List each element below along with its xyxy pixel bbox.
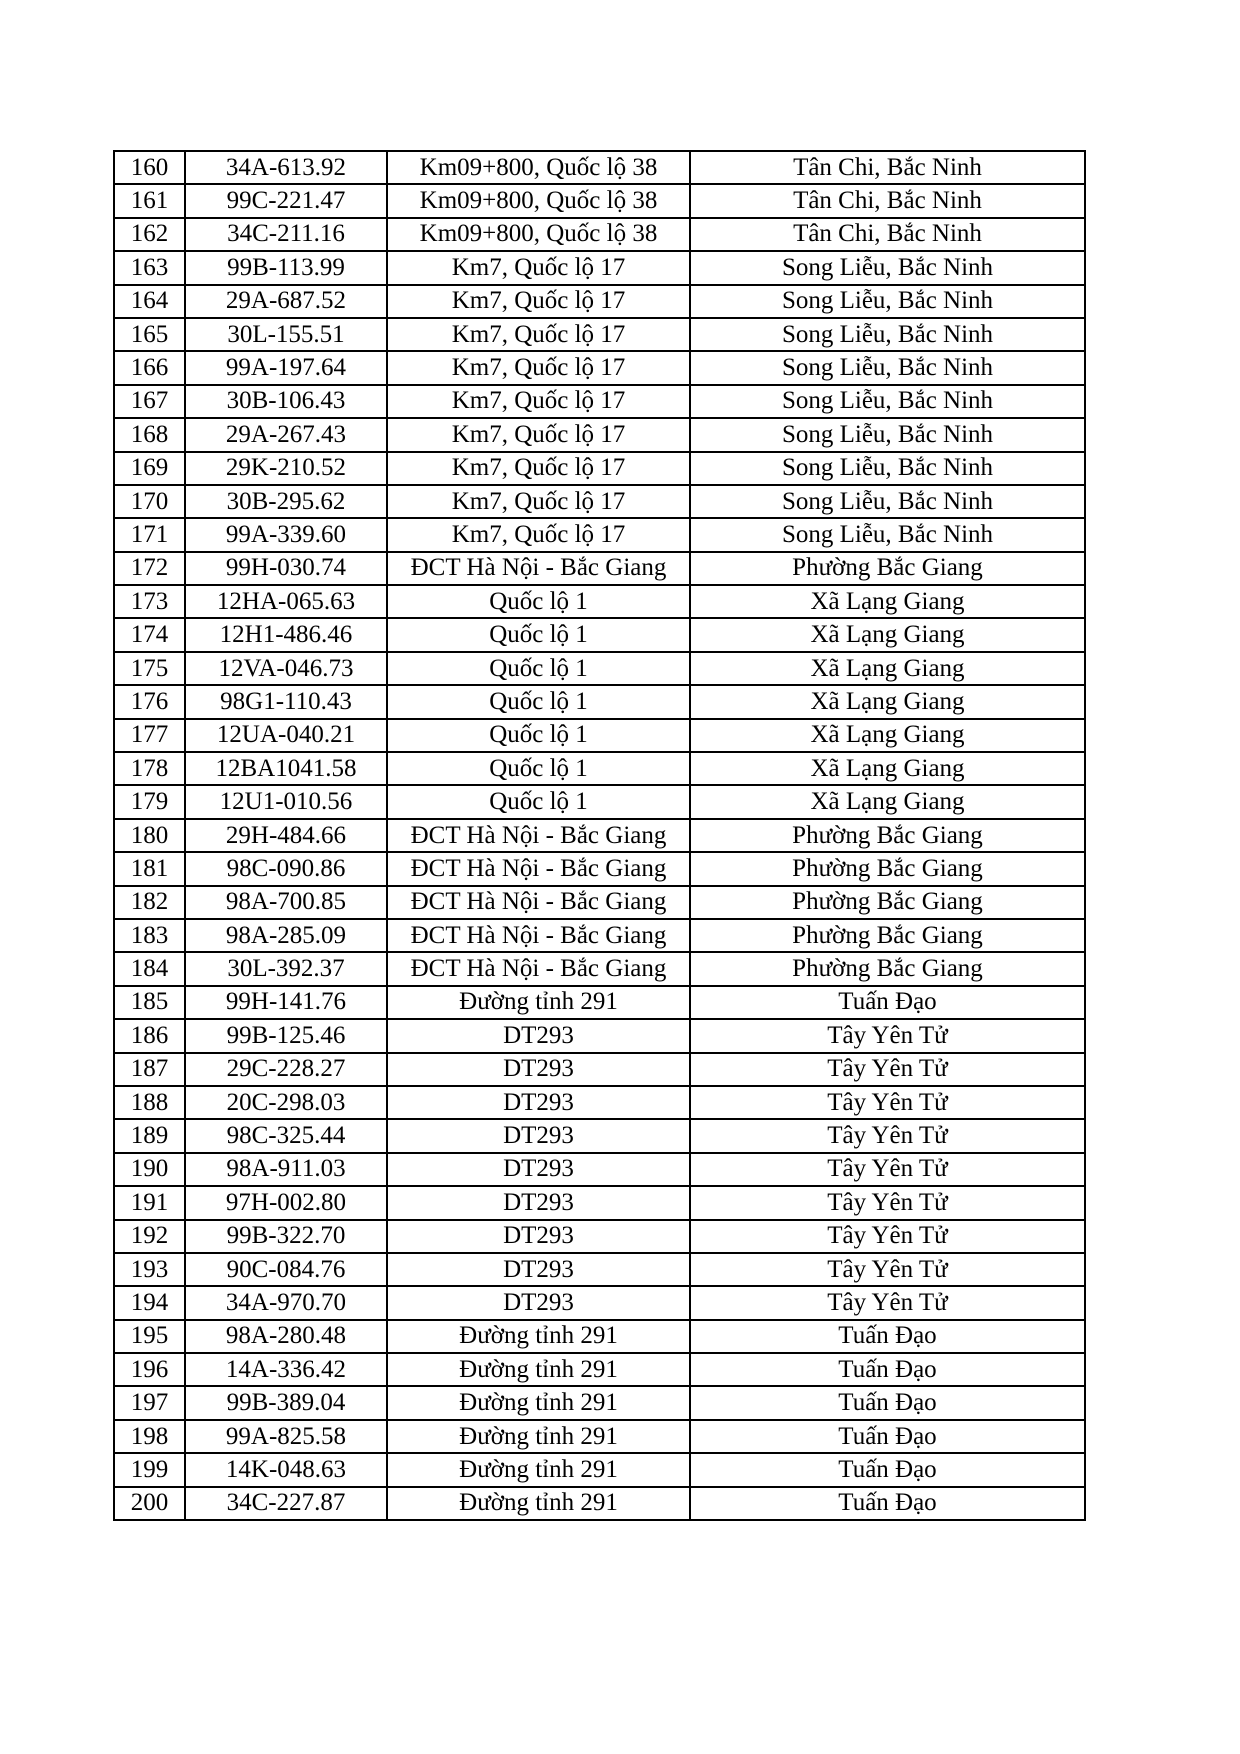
table-row (114, 151, 1085, 184)
row-number-cell: 193 (114, 1253, 185, 1286)
area-cell: Tây Yên Tử (690, 1086, 1085, 1119)
area-cell: Tân Chi, Bắc Ninh (690, 151, 1085, 184)
row-number-cell: 189 (114, 1119, 185, 1152)
area-cell: Song Liễu, Bắc Ninh (690, 518, 1085, 551)
license-plate-cell: 97H-002.80 (185, 1186, 387, 1219)
license-plate-cell: 98A-280.48 (185, 1320, 387, 1353)
table-row (114, 1420, 1085, 1453)
table-row (114, 752, 1085, 785)
table-row (114, 351, 1085, 384)
location-cell: Km7, Quốc lộ 17 (387, 518, 690, 551)
table-row (114, 285, 1085, 318)
table-row (114, 1053, 1085, 1086)
row-number-cell: 167 (114, 385, 185, 418)
license-plate-cell: 12H1-486.46 (185, 618, 387, 651)
table-row (114, 852, 1085, 885)
row-number-cell: 161 (114, 184, 185, 217)
location-cell: DT293 (387, 1086, 690, 1119)
license-plate-cell: 29A-267.43 (185, 418, 387, 451)
location-cell: Km09+800, Quốc lộ 38 (387, 151, 690, 184)
location-cell: Quốc lộ 1 (387, 585, 690, 618)
table-row (114, 1320, 1085, 1353)
license-plate-cell: 34A-970.70 (185, 1286, 387, 1319)
license-plate-cell: 14K-048.63 (185, 1453, 387, 1486)
table-row (114, 652, 1085, 685)
row-number-cell: 171 (114, 518, 185, 551)
table-row (114, 1119, 1085, 1152)
location-cell: Đường tỉnh 291 (387, 1420, 690, 1453)
license-plate-cell: 34C-227.87 (185, 1487, 387, 1520)
table-row (114, 552, 1085, 585)
location-cell: Km7, Quốc lộ 17 (387, 485, 690, 518)
location-cell: Km7, Quốc lộ 17 (387, 452, 690, 485)
location-cell: Km7, Quốc lộ 17 (387, 351, 690, 384)
table-row (114, 218, 1085, 251)
location-cell: Km7, Quốc lộ 17 (387, 318, 690, 351)
table-row (114, 919, 1085, 952)
area-cell: Xã Lạng Giang (690, 585, 1085, 618)
location-cell: ĐCT Hà Nội - Bắc Giang (387, 952, 690, 985)
row-number-cell: 168 (114, 418, 185, 451)
location-cell: ĐCT Hà Nội - Bắc Giang (387, 552, 690, 585)
license-plate-cell: 90C-084.76 (185, 1253, 387, 1286)
area-cell: Song Liễu, Bắc Ninh (690, 351, 1085, 384)
area-cell: Tây Yên Tử (690, 1253, 1085, 1286)
row-number-cell: 181 (114, 852, 185, 885)
area-cell: Xã Lạng Giang (690, 652, 1085, 685)
table-row (114, 1353, 1085, 1386)
table-row (114, 886, 1085, 919)
license-plate-cell: 99H-030.74 (185, 552, 387, 585)
row-number-cell: 179 (114, 785, 185, 818)
license-plate-cell: 14A-336.42 (185, 1353, 387, 1386)
table-body (114, 151, 1085, 1520)
license-plate-cell: 12UA-040.21 (185, 719, 387, 752)
table-row (114, 1453, 1085, 1486)
license-plate-cell: 29K-210.52 (185, 452, 387, 485)
license-plate-cell: 99C-221.47 (185, 184, 387, 217)
row-number-cell: 174 (114, 618, 185, 651)
row-number-cell: 162 (114, 218, 185, 251)
location-cell: Quốc lộ 1 (387, 719, 690, 752)
table-row (114, 385, 1085, 418)
area-cell: Song Liễu, Bắc Ninh (690, 318, 1085, 351)
row-number-cell: 198 (114, 1420, 185, 1453)
area-cell: Phường Bắc Giang (690, 952, 1085, 985)
area-cell: Xã Lạng Giang (690, 618, 1085, 651)
area-cell: Tây Yên Tử (690, 1019, 1085, 1052)
location-cell: Quốc lộ 1 (387, 785, 690, 818)
location-cell: DT293 (387, 1019, 690, 1052)
location-cell: ĐCT Hà Nội - Bắc Giang (387, 919, 690, 952)
location-cell: DT293 (387, 1286, 690, 1319)
violation-table (113, 150, 1086, 1521)
license-plate-cell: 30L-392.37 (185, 952, 387, 985)
location-cell: DT293 (387, 1153, 690, 1186)
license-plate-cell: 30L-155.51 (185, 318, 387, 351)
license-plate-cell: 30B-295.62 (185, 485, 387, 518)
area-cell: Tân Chi, Bắc Ninh (690, 184, 1085, 217)
row-number-cell: 197 (114, 1386, 185, 1419)
row-number-cell: 173 (114, 585, 185, 618)
table-row (114, 1186, 1085, 1219)
area-cell: Tuấn Đạo (690, 1386, 1085, 1419)
license-plate-cell: 99B-113.99 (185, 251, 387, 284)
table-row (114, 1286, 1085, 1319)
location-cell: DT293 (387, 1119, 690, 1152)
table-row (114, 819, 1085, 852)
location-cell: DT293 (387, 1253, 690, 1286)
row-number-cell: 177 (114, 719, 185, 752)
license-plate-cell: 20C-298.03 (185, 1086, 387, 1119)
row-number-cell: 199 (114, 1453, 185, 1486)
row-number-cell: 170 (114, 485, 185, 518)
row-number-cell: 164 (114, 285, 185, 318)
license-plate-cell: 99A-339.60 (185, 518, 387, 551)
area-cell: Song Liễu, Bắc Ninh (690, 285, 1085, 318)
license-plate-cell: 99B-322.70 (185, 1220, 387, 1253)
area-cell: Tây Yên Tử (690, 1220, 1085, 1253)
row-number-cell: 184 (114, 952, 185, 985)
area-cell: Tây Yên Tử (690, 1186, 1085, 1219)
table-row (114, 251, 1085, 284)
table-row (114, 719, 1085, 752)
area-cell: Tuấn Đạo (690, 1353, 1085, 1386)
license-plate-cell: 98C-325.44 (185, 1119, 387, 1152)
location-cell: DT293 (387, 1053, 690, 1086)
table-row (114, 1487, 1085, 1520)
table-row (114, 685, 1085, 718)
location-cell: Đường tỉnh 291 (387, 1453, 690, 1486)
table-row (114, 318, 1085, 351)
area-cell: Phường Bắc Giang (690, 819, 1085, 852)
area-cell: Tuấn Đạo (690, 1320, 1085, 1353)
table-row (114, 618, 1085, 651)
license-plate-cell: 34C-211.16 (185, 218, 387, 251)
row-number-cell: 169 (114, 452, 185, 485)
license-plate-cell: 98C-090.86 (185, 852, 387, 885)
table-row (114, 1019, 1085, 1052)
location-cell: Km7, Quốc lộ 17 (387, 251, 690, 284)
row-number-cell: 176 (114, 685, 185, 718)
table-row (114, 184, 1085, 217)
row-number-cell: 190 (114, 1153, 185, 1186)
row-number-cell: 165 (114, 318, 185, 351)
license-plate-cell: 98A-911.03 (185, 1153, 387, 1186)
area-cell: Song Liễu, Bắc Ninh (690, 485, 1085, 518)
location-cell: DT293 (387, 1186, 690, 1219)
area-cell: Phường Bắc Giang (690, 919, 1085, 952)
area-cell: Tân Chi, Bắc Ninh (690, 218, 1085, 251)
license-plate-cell: 12HA-065.63 (185, 585, 387, 618)
location-cell: ĐCT Hà Nội - Bắc Giang (387, 852, 690, 885)
location-cell: Quốc lộ 1 (387, 685, 690, 718)
row-number-cell: 195 (114, 1320, 185, 1353)
location-cell: Quốc lộ 1 (387, 752, 690, 785)
row-number-cell: 185 (114, 986, 185, 1019)
row-number-cell: 180 (114, 819, 185, 852)
row-number-cell: 188 (114, 1086, 185, 1119)
location-cell: Km09+800, Quốc lộ 38 (387, 184, 690, 217)
location-cell: Quốc lộ 1 (387, 652, 690, 685)
area-cell: Phường Bắc Giang (690, 552, 1085, 585)
location-cell: ĐCT Hà Nội - Bắc Giang (387, 886, 690, 919)
area-cell: Song Liễu, Bắc Ninh (690, 452, 1085, 485)
license-plate-cell: 29C-228.27 (185, 1053, 387, 1086)
license-plate-cell: 98A-285.09 (185, 919, 387, 952)
license-plate-cell: 99B-125.46 (185, 1019, 387, 1052)
location-cell: Đường tỉnh 291 (387, 1386, 690, 1419)
license-plate-cell: 99A-825.58 (185, 1420, 387, 1453)
row-number-cell: 194 (114, 1286, 185, 1319)
location-cell: ĐCT Hà Nội - Bắc Giang (387, 819, 690, 852)
location-cell: Đường tỉnh 291 (387, 986, 690, 1019)
area-cell: Xã Lạng Giang (690, 685, 1085, 718)
license-plate-cell: 99A-197.64 (185, 351, 387, 384)
area-cell: Xã Lạng Giang (690, 719, 1085, 752)
area-cell: Song Liễu, Bắc Ninh (690, 251, 1085, 284)
license-plate-cell: 98G1-110.43 (185, 685, 387, 718)
license-plate-cell: 12BA1041.58 (185, 752, 387, 785)
area-cell: Tây Yên Tử (690, 1153, 1085, 1186)
location-cell: Km09+800, Quốc lộ 38 (387, 218, 690, 251)
area-cell: Tuấn Đạo (690, 1487, 1085, 1520)
row-number-cell: 191 (114, 1186, 185, 1219)
location-cell: Km7, Quốc lộ 17 (387, 285, 690, 318)
area-cell: Phường Bắc Giang (690, 852, 1085, 885)
row-number-cell: 187 (114, 1053, 185, 1086)
area-cell: Tây Yên Tử (690, 1119, 1085, 1152)
row-number-cell: 166 (114, 351, 185, 384)
location-cell: Đường tỉnh 291 (387, 1320, 690, 1353)
table-row (114, 952, 1085, 985)
area-cell: Phường Bắc Giang (690, 886, 1085, 919)
area-cell: Song Liễu, Bắc Ninh (690, 385, 1085, 418)
license-plate-cell: 99H-141.76 (185, 986, 387, 1019)
location-cell: Km7, Quốc lộ 17 (387, 385, 690, 418)
location-cell: Đường tỉnh 291 (387, 1487, 690, 1520)
row-number-cell: 175 (114, 652, 185, 685)
license-plate-cell: 99B-389.04 (185, 1386, 387, 1419)
table-row (114, 452, 1085, 485)
table-row (114, 1153, 1085, 1186)
area-cell: Tây Yên Tử (690, 1053, 1085, 1086)
license-plate-cell: 34A-613.92 (185, 151, 387, 184)
license-plate-cell: 98A-700.85 (185, 886, 387, 919)
area-cell: Tây Yên Tử (690, 1286, 1085, 1319)
row-number-cell: 163 (114, 251, 185, 284)
area-cell: Xã Lạng Giang (690, 785, 1085, 818)
row-number-cell: 182 (114, 886, 185, 919)
table-row (114, 1086, 1085, 1119)
area-cell: Xã Lạng Giang (690, 752, 1085, 785)
license-plate-cell: 12VA-046.73 (185, 652, 387, 685)
row-number-cell: 183 (114, 919, 185, 952)
location-cell: Km7, Quốc lộ 17 (387, 418, 690, 451)
table-row (114, 585, 1085, 618)
location-cell: Quốc lộ 1 (387, 618, 690, 651)
area-cell: Tuấn Đạo (690, 1453, 1085, 1486)
license-plate-cell: 12U1-010.56 (185, 785, 387, 818)
table-row (114, 986, 1085, 1019)
row-number-cell: 196 (114, 1353, 185, 1386)
row-number-cell: 160 (114, 151, 185, 184)
table-row (114, 785, 1085, 818)
row-number-cell: 192 (114, 1220, 185, 1253)
row-number-cell: 172 (114, 552, 185, 585)
license-plate-cell: 30B-106.43 (185, 385, 387, 418)
location-cell: DT293 (387, 1220, 690, 1253)
table-row (114, 1220, 1085, 1253)
location-cell: Đường tỉnh 291 (387, 1353, 690, 1386)
license-plate-cell: 29H-484.66 (185, 819, 387, 852)
area-cell: Song Liễu, Bắc Ninh (690, 418, 1085, 451)
table-row (114, 518, 1085, 551)
area-cell: Tuấn Đạo (690, 1420, 1085, 1453)
table-row (114, 418, 1085, 451)
table-row (114, 1253, 1085, 1286)
area-cell: Tuấn Đạo (690, 986, 1085, 1019)
row-number-cell: 200 (114, 1487, 185, 1520)
table-row (114, 485, 1085, 518)
table-row (114, 1386, 1085, 1419)
license-plate-cell: 29A-687.52 (185, 285, 387, 318)
row-number-cell: 186 (114, 1019, 185, 1052)
row-number-cell: 178 (114, 752, 185, 785)
